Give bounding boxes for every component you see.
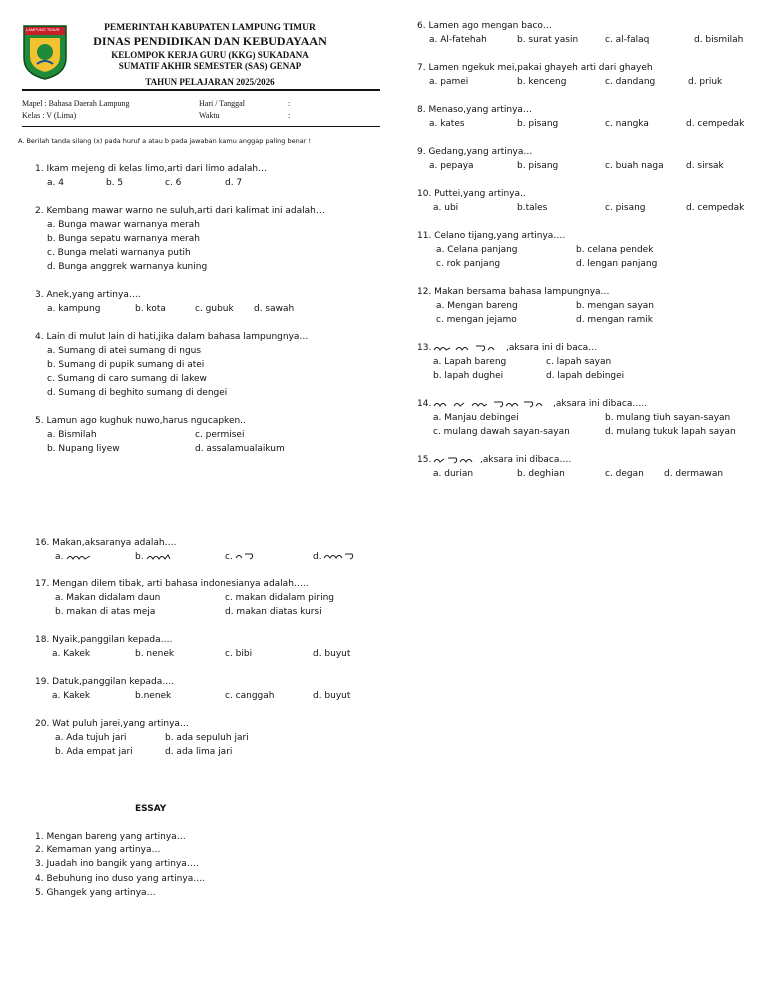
q9-text: 9. Gedang,yang artinya… xyxy=(417,147,533,157)
logo-text: LAMPUNG TIMUR xyxy=(26,27,60,32)
q8-text: 8. Menaso,yang artinya… xyxy=(417,105,532,115)
q18-option-c: c. bibi xyxy=(225,649,253,659)
q16-option-b: b. xyxy=(135,552,144,562)
q8-option-b: b. pisang xyxy=(517,119,559,129)
q1-option-b: b. 5 xyxy=(106,178,124,188)
q6-option-b: b. surat yasin xyxy=(517,35,579,45)
q13-text: ,aksara ini di baca… xyxy=(506,343,598,353)
q3-option-b: b. kota xyxy=(135,304,166,314)
q14-text: ,aksara ini dibaca….. xyxy=(553,399,648,409)
q3-option-c: c. gubuk xyxy=(195,304,234,314)
q17-text: 17. Mengan dilem tibak, arti bahasa indonesianya adalah….. xyxy=(35,579,309,589)
q15-aksara-glyph xyxy=(432,454,478,466)
q13-aksara-glyph xyxy=(432,342,502,354)
q13-option-b: b. lapah dughei xyxy=(433,371,504,381)
q5-option-a: a. Bismilah xyxy=(47,430,97,440)
q8-option-d: d. cempedak xyxy=(686,119,745,129)
q15-option-b: b. deghian xyxy=(517,469,565,479)
q8-option-a: a. kates xyxy=(429,119,465,129)
q11-option-c: c. rok panjang xyxy=(436,259,501,269)
q3-option-d: d. sawah xyxy=(254,304,295,314)
q6-option-c: c. al-falaq xyxy=(605,35,650,45)
q16-option-a-aksara-icon xyxy=(66,552,98,562)
q7-text: 7. Lamen ngekuk mei,pakai ghayeh arti dari ghayeh xyxy=(417,63,653,73)
q1-option-d: d. 7 xyxy=(225,178,243,188)
q17-option-a: a. Makan didalam daun xyxy=(55,593,161,603)
q10-option-b: b.tales xyxy=(517,203,548,213)
q4-option-a: a. Sumang di atei sumang di ngus xyxy=(47,346,202,356)
q14-option-a: a. Manjau debingei xyxy=(433,413,519,423)
instruction: A. Berilah tanda silang (x) pada huruf a atau b pada jawaban kamu anggap paling benar ! xyxy=(18,137,312,145)
q13-number: 13. xyxy=(417,343,432,353)
info-divider xyxy=(22,126,380,127)
q10-option-c: c. pisang xyxy=(605,203,646,213)
q20-option-a: a. Ada tujuh jari xyxy=(55,733,127,743)
q15-option-a: a. durian xyxy=(433,469,474,479)
q18-option-b: b. nenek xyxy=(135,649,175,659)
q11-option-b: b. celana pendek xyxy=(576,245,654,255)
q19-option-d: d. buyut xyxy=(313,691,351,701)
q2-text: 2. Kembang mawar warno ne suluh,arti dari kalimat ini adalah… xyxy=(35,206,325,216)
q13-option-a: a. Lapah bareng xyxy=(433,357,507,367)
essay-item-2: 2. Kemaman yang artinya… xyxy=(35,845,161,855)
q18-option-a: a. Kakek xyxy=(52,649,91,659)
q4-option-d: d. Sumang di beghito sumang di dengei xyxy=(47,388,228,398)
q13-option-c: c. lapah sayan xyxy=(546,357,612,367)
q5-option-d: d. assalamualaikum xyxy=(195,444,285,454)
q14-option-b: c. mulang dawah sayan-sayan xyxy=(433,427,570,437)
essay-title: ESSAY xyxy=(135,804,167,814)
q7-option-a: a. pamei xyxy=(429,77,469,87)
q17-option-c: c. makan didalam piring xyxy=(225,593,335,603)
q10-option-a: a. ubi xyxy=(433,203,459,213)
q16-option-d-aksara-icon xyxy=(323,551,357,561)
q7-option-d: d. priuk xyxy=(688,77,723,87)
q9-option-a: a. pepaya xyxy=(429,161,474,171)
header-line-4: SUMATIF AKHIR SEMESTER (SAS) GENAP xyxy=(118,61,302,71)
q1-option-a: a. 4 xyxy=(47,178,64,188)
q12-option-c: c. mengan jejamo xyxy=(436,315,517,325)
q14-option-d: d. mulang tukuk lapah sayan xyxy=(605,427,736,437)
q12-option-a: a. Mengan bareng xyxy=(436,301,518,311)
q5-option-b: b. Nupang liyew xyxy=(47,444,120,454)
q2-option-c: c. Bunga melati warnanya putih xyxy=(47,248,191,258)
q12-text: 12. Makan bersama bahasa lampungnya… xyxy=(417,287,610,297)
q19-text: 19. Datuk,panggilan kepada…. xyxy=(35,677,175,687)
q17-option-d: d. makan diatas kursi xyxy=(225,607,322,617)
q12-option-b: b. mengan sayan xyxy=(576,301,654,311)
q16-option-a: a. xyxy=(55,552,64,562)
q15-option-c: c. degan xyxy=(605,469,644,479)
q15-option-d: d. dermawan xyxy=(664,469,724,479)
q6-option-d: d. bismilah xyxy=(694,35,744,45)
q9-option-d: d. sirsak xyxy=(686,161,724,171)
q11-option-d: d. lengan panjang xyxy=(576,259,658,269)
essay-item-3: 3. Juadah ino bangik yang artinya…. xyxy=(35,859,199,869)
q7-option-c: c. dandang xyxy=(605,77,656,87)
q4-option-c: c. Sumang di caro sumang di lakew xyxy=(47,374,207,384)
q6-text: 6. Lamen ago mengan baco… xyxy=(417,21,552,31)
q19-option-b: b.nenek xyxy=(135,691,172,701)
q16-text: 16. Makan,aksaranya adalah…. xyxy=(35,538,177,548)
q2-option-a: a. Bunga mawar warnanya merah xyxy=(47,220,200,230)
essay-item-4: 4. Bebuhung ino duso yang artinya…. xyxy=(35,874,206,884)
q10-option-d: d. cempedak xyxy=(686,203,745,213)
q3-text: 3. Anek,yang artinya…. xyxy=(35,290,141,300)
header-line-1: PEMERINTAH KABUPATEN LAMPUNG TIMUR xyxy=(104,23,316,33)
q3-option-a: a. kampung xyxy=(47,304,101,314)
q11-option-a: a. Celana panjang xyxy=(436,245,518,255)
q2-option-d: d. Bunga anggrek warnanya kuning xyxy=(47,262,208,272)
q19-option-c: c. canggah xyxy=(225,691,275,701)
q20-option-d: d. ada lima jari xyxy=(165,747,233,757)
q5-option-c: c. permisei xyxy=(195,430,245,440)
q12-option-d: d. mengan ramik xyxy=(576,315,653,325)
header-divider xyxy=(22,89,380,91)
essay-item-1: 1. Mengan bareng yang artinya… xyxy=(35,832,186,842)
q20-option-c: b. ada sepuluh jari xyxy=(165,733,249,743)
q1-option-c: c. 6 xyxy=(165,178,182,188)
q20-option-b: b. Ada empat jari xyxy=(55,747,133,757)
kelas-label: Kelas : V (Lima) xyxy=(22,111,77,120)
essay-item-5: 5. Ghangek yang artinya… xyxy=(35,888,156,898)
q19-option-a: a. Kakek xyxy=(52,691,91,701)
q13-option-d: d. lapah debingei xyxy=(546,371,625,381)
q17-option-b: b. makan di atas meja xyxy=(55,607,156,617)
q18-option-d: d. buyut xyxy=(313,649,351,659)
q20-text: 20. Wat puluh jarei,yang artinya… xyxy=(35,719,189,729)
q4-option-b: b. Sumang di pupik sumang di atei xyxy=(47,360,205,370)
q2-option-b: b. Bunga sepatu warnanya merah xyxy=(47,234,200,244)
q15-text: ,aksara ini dibaca…. xyxy=(480,455,572,465)
q15-number: 15. xyxy=(417,455,432,465)
q7-option-b: b. kenceng xyxy=(517,77,567,87)
q4-text: 4. Lain di mulut lain di hati,jika dalam bahasa lampungnya… xyxy=(35,332,309,342)
q16-option-b-aksara-icon xyxy=(146,552,178,562)
mapel-label: Mapel : Bahasa Daerah Lampung xyxy=(22,99,130,108)
q16-option-c: c. xyxy=(225,552,233,562)
waktu-label: Waktu xyxy=(199,111,220,120)
q10-text: 10. Puttei,yang artinya.. xyxy=(417,189,526,199)
header-line-2: DINAS PENDIDIKAN DAN KEBUDAYAAN xyxy=(93,34,327,48)
hari-colon: : xyxy=(288,99,291,108)
q14-option-c: b. mulang tiuh sayan-sayan xyxy=(605,413,731,423)
q16-option-c-aksara-icon xyxy=(235,551,259,561)
hari-label: Hari / Tanggal xyxy=(199,99,245,108)
q8-option-c: c. nangka xyxy=(605,119,649,129)
q5-text: 5. Lamun ago kughuk nuwo,harus ngucapken.. xyxy=(35,416,246,426)
q1-text: 1. Ikam mejeng di kelas limo,arti dari limo adalah… xyxy=(35,164,268,174)
header-line-5: TAHUN PELAJARAN 2025/2026 xyxy=(145,77,275,87)
q18-text: 18. Nyaik,panggilan kepada…. xyxy=(35,635,173,645)
header-line-3: KELOMPOK KERJA GURU (KKG) SUKADANA xyxy=(111,50,309,60)
q14-aksara-glyph xyxy=(432,398,550,410)
waktu-colon: : xyxy=(288,111,291,120)
q9-option-b: b. pisang xyxy=(517,161,559,171)
q14-number: 14. xyxy=(417,399,432,409)
q16-option-d: d. xyxy=(313,552,322,562)
q9-option-c: c. buah naga xyxy=(605,161,664,171)
q6-option-a: a. Al-fatehah xyxy=(429,35,487,45)
q11-text: 11. Celano tijang,yang artinya…. xyxy=(417,231,566,241)
